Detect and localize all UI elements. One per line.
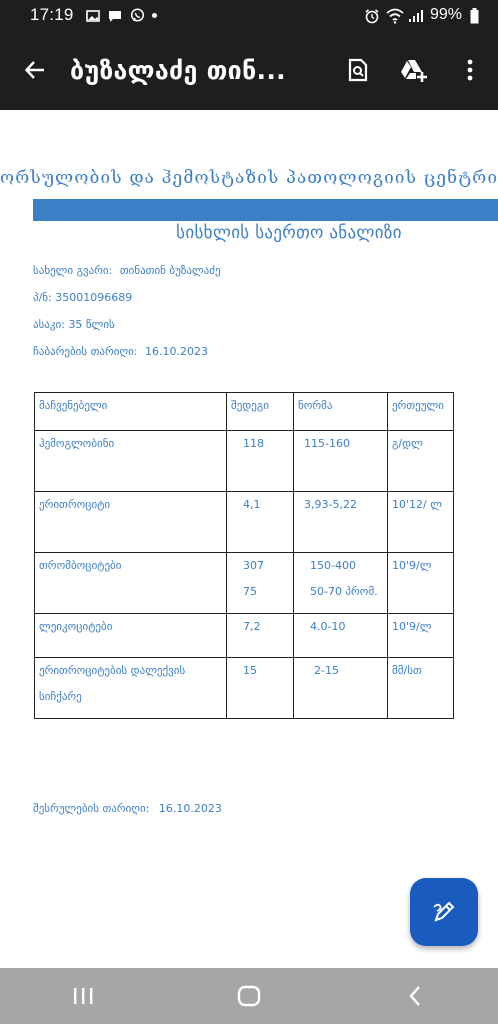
status-bar: [0, 0, 498, 30]
status-time: 17:19: [30, 5, 74, 24]
document-title: ბუზალაძე თინ...: [70, 55, 286, 85]
patient-id-line: [33, 291, 132, 304]
age-value: 35 წლის: [68, 318, 115, 331]
back-button[interactable]: [0, 30, 70, 110]
alarm-icon: [364, 8, 378, 22]
row-norm: 3,93-5,22: [294, 492, 388, 553]
row-name: ერითროციტი: [35, 492, 227, 553]
home-icon: [237, 985, 261, 1007]
row-result: 7,2: [227, 614, 294, 658]
message-icon: [108, 8, 122, 22]
clinic-header: ორსულობის და ჰემოსტაზის პათოლოგიის ცენტრი: [0, 168, 498, 188]
name-label: სახელი გვარი:: [33, 264, 113, 277]
recent-apps-button[interactable]: [53, 968, 113, 1024]
row-norm: 4.0-10: [294, 614, 388, 658]
back-arrow-icon: [24, 59, 46, 81]
row-norm-cell: [294, 553, 388, 614]
header-norm: ნორმა: [294, 393, 388, 431]
row-unit: 10'12/ ლ: [388, 492, 454, 553]
header-band: [33, 199, 498, 221]
row-result: 307: [243, 559, 264, 572]
results-table: [34, 392, 454, 719]
wifi-icon: [386, 8, 400, 22]
row-result: 4,1: [227, 492, 294, 553]
row-result: 15: [227, 658, 294, 719]
table-row: [35, 614, 454, 658]
row-norm: 2-15: [294, 658, 388, 719]
row-result-secondary: 75: [243, 585, 257, 598]
row-unit: 10'9/ლ: [388, 553, 454, 614]
navigation-bar: [0, 968, 498, 1024]
row-unit: მმ/სთ: [388, 658, 454, 719]
name-value: თინათინ ბუზალაძე: [119, 264, 221, 277]
signal-icon: [408, 8, 422, 22]
document-page[interactable]: [0, 110, 498, 968]
table-row: [35, 492, 454, 553]
completion-date-line: [33, 802, 222, 815]
row-result: 118: [227, 431, 294, 492]
system-back-button[interactable]: [385, 968, 445, 1024]
row-unit: გ/დლ: [388, 431, 454, 492]
back-icon: [407, 985, 423, 1007]
header-unit: ერთეული: [388, 393, 454, 431]
id-value: 35001096689: [55, 291, 133, 304]
more-options-button[interactable]: [442, 30, 498, 110]
image-icon: [86, 8, 100, 22]
dot-icon: [152, 13, 157, 18]
table-row: [35, 658, 454, 719]
patient-name-line: [33, 264, 221, 277]
header-indicator: მაჩვენებელი: [35, 393, 227, 431]
status-right: [364, 6, 484, 24]
patient-age-line: [33, 318, 115, 331]
table-row: [35, 431, 454, 492]
edit-pen-icon: [431, 899, 457, 925]
id-label: პ/ნ:: [33, 291, 52, 304]
battery-icon: [470, 8, 484, 22]
date-label: ჩაბარების თარიღი:: [33, 345, 138, 358]
submission-date-line: [33, 345, 208, 358]
edit-fab-button[interactable]: [410, 878, 478, 946]
app-bar: [0, 30, 498, 110]
row-name: თრომბოციტები: [35, 553, 227, 614]
row-name-secondary: სიჩქარე: [39, 690, 82, 703]
done-value: 16.10.2023: [158, 802, 222, 815]
table-header-row: [35, 393, 454, 431]
add-to-drive-button[interactable]: [386, 30, 442, 110]
analysis-title: სისხლის საერთო ანალიზი: [176, 223, 402, 243]
find-in-page-button[interactable]: [330, 30, 386, 110]
row-name-cell: [35, 658, 227, 719]
row-result-cell: [227, 553, 294, 614]
more-vert-icon: [467, 59, 473, 81]
row-name: ერითროციტების დალექვის: [39, 664, 186, 677]
home-button[interactable]: [219, 968, 279, 1024]
age-label: ასაკი:: [33, 318, 65, 331]
done-label: შესრულების თარიღი:: [33, 802, 150, 815]
add-to-drive-icon: [400, 58, 428, 82]
viber-icon: [130, 8, 144, 22]
row-name: ლეიკოციტები: [35, 614, 227, 658]
row-norm-secondary: 50-70 პრომ.: [310, 585, 378, 598]
row-name: ჰემოგლობინი: [35, 431, 227, 492]
status-left: [30, 5, 157, 25]
table-row: [35, 553, 454, 614]
recent-apps-icon: [72, 986, 94, 1006]
find-in-page-icon: [347, 58, 369, 82]
battery-percent: 99%: [429, 6, 462, 23]
row-unit: 10'9/ლ: [388, 614, 454, 658]
date-value: 16.10.2023: [144, 345, 208, 358]
app-actions: [330, 30, 498, 110]
header-result: შედეგი: [227, 393, 294, 431]
row-norm: 150-400: [310, 559, 356, 572]
row-norm: 115-160: [294, 431, 388, 492]
